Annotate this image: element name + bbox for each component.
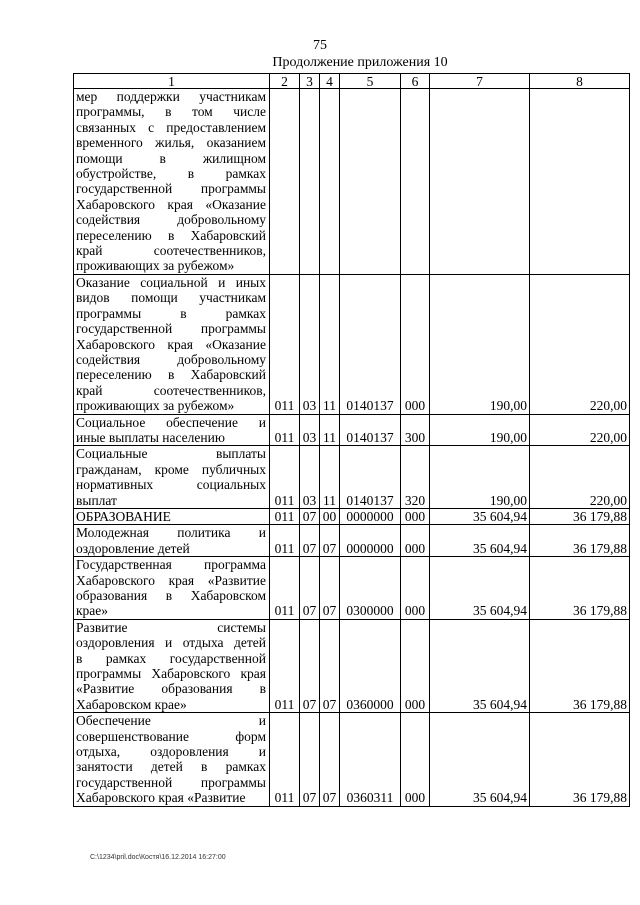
table-row	[74, 557, 630, 620]
description-line: связанных с предоставлением	[76, 119, 266, 135]
table-row	[74, 619, 630, 712]
description-line: край соотечественников,	[76, 382, 266, 398]
subsection-code	[320, 89, 340, 275]
table-row	[74, 414, 630, 446]
row-description	[74, 446, 270, 509]
expense-type-code: 320	[401, 446, 430, 509]
description-line: Развитие системы	[76, 619, 266, 635]
ministry-code: 011	[270, 414, 300, 446]
appendix-continuation-title: Продолжение приложения 10	[272, 55, 448, 70]
description-line: государственной программы	[76, 321, 266, 337]
column-header: 3	[300, 74, 320, 89]
description-line: совершенствование форм	[76, 728, 266, 744]
description-line: Хабаровского края «Развитие	[76, 790, 246, 806]
description-line: занятости детей в рамках	[76, 759, 266, 775]
row-description	[74, 557, 270, 620]
ministry-code: 011	[270, 713, 300, 806]
column-header: 2	[270, 74, 300, 89]
file-path-footer: C:\1234\pril.doc\Костя\16.12.2014 16:27:00	[90, 854, 226, 861]
page-number: 75	[313, 38, 327, 53]
table-row	[74, 446, 630, 509]
target-item-code: 0140137	[340, 414, 401, 446]
amount-year-2: 36 179,88	[530, 713, 630, 806]
section-code: 07	[300, 508, 320, 524]
row-description	[74, 525, 270, 557]
subsection-code: 07	[320, 525, 340, 557]
expense-type-code: 000	[401, 525, 430, 557]
target-item-code: 0360311	[340, 713, 401, 806]
description-line: государственной программы	[76, 774, 266, 790]
column-header: 8	[530, 74, 630, 89]
amount-year-2: 36 179,88	[530, 525, 630, 557]
ministry-code: 011	[270, 525, 300, 557]
description-line: образования в Хабаровском	[76, 588, 266, 603]
description-line: программы, в том числе	[76, 104, 266, 120]
table-row	[74, 508, 630, 524]
description-line: выплат	[76, 492, 117, 508]
description-line: государственной программы	[76, 181, 266, 197]
subsection-code: 00	[320, 508, 340, 524]
target-item-code: 0140137	[340, 274, 401, 414]
description-line: обустройстве, в рамках	[76, 166, 266, 182]
description-line: оздоровления и отдыха детей	[76, 635, 266, 651]
amount-year-2: 36 179,88	[530, 557, 630, 620]
description-line: содействия добровольному	[76, 212, 266, 228]
column-header: 4	[320, 74, 340, 89]
description-line: Социальное обеспечение и	[76, 414, 266, 430]
subsection-code: 07	[320, 713, 340, 806]
description-line: иные выплаты населению	[76, 429, 225, 445]
description-line: крае»	[76, 603, 109, 619]
expense-type-code: 300	[401, 414, 430, 446]
ministry-code: 011	[270, 446, 300, 509]
description-line: проживающих за рубежом»	[76, 258, 235, 274]
section-code: 07	[300, 713, 320, 806]
table-row	[74, 274, 630, 414]
description-line: временного жилья, оказанием	[76, 135, 266, 151]
description-line: переселению в Хабаровский	[76, 367, 266, 383]
row-description	[74, 508, 270, 524]
section-code	[300, 89, 320, 275]
column-header: 6	[401, 74, 430, 89]
description-line: Молодежная политика и	[76, 525, 266, 541]
amount-year-2	[530, 89, 630, 275]
amount-year-1: 35 604,94	[430, 525, 530, 557]
target-item-code: 0000000	[340, 525, 401, 557]
target-item-code: 0300000	[340, 557, 401, 620]
amount-year-2: 220,00	[530, 414, 630, 446]
description-line: видов помощи участникам	[76, 290, 266, 306]
amount-year-1	[430, 89, 530, 275]
amount-year-1: 35 604,94	[430, 619, 530, 712]
ministry-code: 011	[270, 274, 300, 414]
description-line: «Развитие образования в	[76, 681, 266, 697]
table-row	[74, 89, 630, 275]
description-line: отдыха, оздоровления и	[76, 744, 266, 760]
ministry-code: 011	[270, 508, 300, 524]
description-line: программы Хабаровского края	[76, 666, 266, 682]
target-item-code: 0140137	[340, 446, 401, 509]
expense-type-code: 000	[401, 619, 430, 712]
row-description	[74, 619, 270, 712]
description-line: помощи в жилищном	[76, 150, 266, 166]
row-description	[74, 414, 270, 446]
target-item-code: 0000000	[340, 508, 401, 524]
expense-type-code: 000	[401, 713, 430, 806]
row-description	[74, 274, 270, 414]
amount-year-1: 190,00	[430, 274, 530, 414]
description-line: Хабаровского края «Оказание	[76, 196, 266, 212]
description-line: Хабаровского края «Оказание	[76, 336, 266, 352]
description-line: край соотечественников,	[76, 243, 266, 259]
subsection-code: 11	[320, 446, 340, 509]
section-code: 07	[300, 557, 320, 620]
description-line: ОБРАЗОВАНИЕ	[76, 508, 171, 524]
description-line: в рамках государственной	[76, 650, 266, 666]
description-line: гражданам, кроме публичных	[76, 461, 266, 477]
amount-year-1: 35 604,94	[430, 713, 530, 806]
description-line: переселению в Хабаровский	[76, 227, 266, 243]
description-line: мер поддержки участникам	[76, 89, 266, 104]
description-line: Социальные выплаты	[76, 446, 266, 462]
description-line: Государственная программа	[76, 557, 266, 573]
section-code: 03	[300, 446, 320, 509]
subsection-code: 07	[320, 557, 340, 620]
section-code: 07	[300, 619, 320, 712]
ministry-code: 011	[270, 619, 300, 712]
subsection-code: 11	[320, 274, 340, 414]
table-row	[74, 525, 630, 557]
row-description	[74, 713, 270, 806]
amount-year-1: 35 604,94	[430, 508, 530, 524]
table-header-row	[74, 74, 630, 89]
expense-type-code: 000	[401, 274, 430, 414]
target-item-code	[340, 89, 401, 275]
amount-year-2: 220,00	[530, 446, 630, 509]
column-header: 1	[74, 74, 270, 89]
ministry-code	[270, 89, 300, 275]
description-line: Хабаровского края «Развитие	[76, 572, 266, 588]
expense-type-code: 000	[401, 557, 430, 620]
amount-year-1: 190,00	[430, 446, 530, 509]
amount-year-2: 36 179,88	[530, 619, 630, 712]
amount-year-2: 36 179,88	[530, 508, 630, 524]
ministry-code: 011	[270, 557, 300, 620]
amount-year-1: 35 604,94	[430, 557, 530, 620]
column-header: 5	[340, 74, 401, 89]
subsection-code: 11	[320, 414, 340, 446]
subsection-code: 07	[320, 619, 340, 712]
amount-year-2: 220,00	[530, 274, 630, 414]
section-code: 03	[300, 414, 320, 446]
description-line: программы в рамках	[76, 305, 266, 321]
description-line: Хабаровском крае»	[76, 696, 187, 712]
description-line: Обеспечение и	[76, 713, 266, 729]
description-line: содействия добровольному	[76, 351, 266, 367]
row-description	[74, 89, 270, 275]
description-line: нормативных социальных	[76, 477, 266, 493]
section-code: 03	[300, 274, 320, 414]
column-header: 7	[430, 74, 530, 89]
section-code: 07	[300, 525, 320, 557]
target-item-code: 0360000	[340, 619, 401, 712]
description-line: проживающих за рубежом»	[76, 398, 235, 414]
amount-year-1: 190,00	[430, 414, 530, 446]
expense-type-code: 000	[401, 508, 430, 524]
table-row	[74, 713, 630, 806]
expense-type-code	[401, 89, 430, 275]
description-line: оздоровление детей	[76, 540, 190, 556]
description-line: Оказание социальной и иных	[76, 274, 266, 290]
budget-table	[73, 73, 630, 807]
